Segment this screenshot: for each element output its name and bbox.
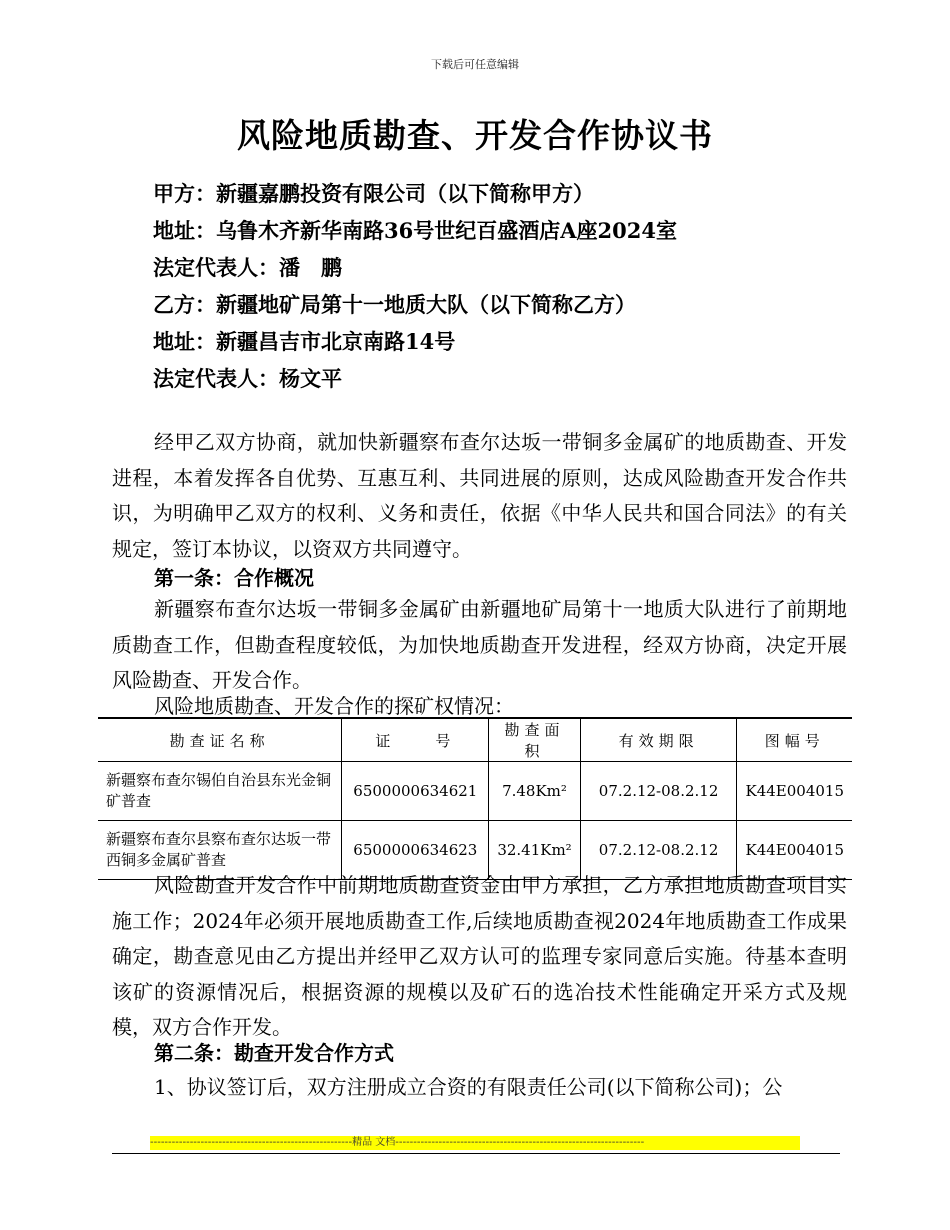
article1-heading: 第一条：合作概况 [154, 566, 314, 590]
cell-sheet: K44E004015 [737, 821, 852, 880]
funding-paragraph: 风险勘查开发合作中前期地质勘查资金由甲方承担，乙方承担地质勘查项目实施工作；2024年必须开展地质勘查工作,后续地质勘查视2024年地质勘查工作成果确定，勘查意见由乙方提出并经甲乙双方认可的监理专家同意后实施。待基本查明该矿的资源情况后，根据资源的规模以及矿石的选冶技术性能确定开采方式及规模，双方合作开发。 [112, 873, 847, 1039]
cell-cert: 6500000634621 [342, 762, 489, 821]
table-header-row [98, 718, 852, 762]
cell-name: 新疆察布查尔县察布查尔达坂一带西铜多金属矿普查 [98, 821, 342, 880]
document-title: 风险地质勘查、开发合作协议书 [237, 116, 713, 155]
cell-name: 新疆察布查尔锡伯自治县东光金铜矿普查 [98, 762, 342, 821]
article2-line1: 1、协议签订后，双方注册成立合资的有限责任公司(以下简称公司)；公 [154, 1075, 783, 1099]
party-b-representative: 法定代表人：杨文平 [153, 366, 342, 391]
cell-area: 32.41Km² [489, 821, 580, 880]
col-header-sheet: 图幅号 [737, 718, 852, 762]
header-note: 下载后可任意编辑 [431, 58, 519, 71]
party-a-address: 地址：乌鲁木齐新华南路36号世纪百盛酒店A座2024室 [153, 218, 677, 243]
intro-paragraph: 经甲乙双方协商，就加快新疆察布查尔达坂一带铜多金属矿的地质勘查、开发进程，本着发挥各自优势、互惠互利、共同进展的原则，达成风险勘查开发合作共识，为明确甲乙双方的权利、义务和责任，依据《中华人民共和国合同法》的有关规定，签订本协议，以资双方共同遵守。 [112, 430, 847, 561]
table-row [98, 762, 852, 821]
col-header-period: 有效期限 [580, 718, 737, 762]
table-caption: 风险地质勘查、开发合作的探矿权情况： [154, 694, 514, 718]
col-header-cert: 证 号 [342, 718, 489, 762]
party-b-address: 地址：新疆昌吉市北京南路14号 [153, 329, 456, 354]
party-a-representative: 法定代表人：潘 鹏 [153, 255, 342, 280]
cell-period: 07.2.12-08.2.12 [580, 762, 737, 821]
cell-sheet: K44E004015 [737, 762, 852, 821]
cell-period: 07.2.12-08.2.12 [580, 821, 737, 880]
cell-cert: 6500000634623 [342, 821, 489, 880]
article2-heading: 第二条：勘查开发合作方式 [154, 1041, 394, 1065]
article1-body: 新疆察布查尔达坂一带铜多金属矿由新疆地矿局第十一地质大队进行了前期地质勘查工作，但勘查程度较低，为加快地质勘查开发进程，经双方协商，决定开展风险勘查、开发合作。 [112, 597, 847, 692]
exploration-rights-table [98, 717, 852, 880]
party-a-line: 甲方：新疆嘉鹏投资有限公司（以下简称甲方） [153, 181, 594, 206]
footer-divider [112, 1153, 840, 1154]
col-header-area: 勘查面积 [489, 718, 580, 762]
party-b-line: 乙方：新疆地矿局第十一地质大队（以下简称乙方） [153, 292, 636, 317]
cell-area: 7.48Km² [489, 762, 580, 821]
col-header-name: 勘查证名称 [98, 718, 342, 762]
footer-banner: --------------------------------------------------------精品 文档--------------------------------------------------------------------- [150, 1136, 800, 1150]
